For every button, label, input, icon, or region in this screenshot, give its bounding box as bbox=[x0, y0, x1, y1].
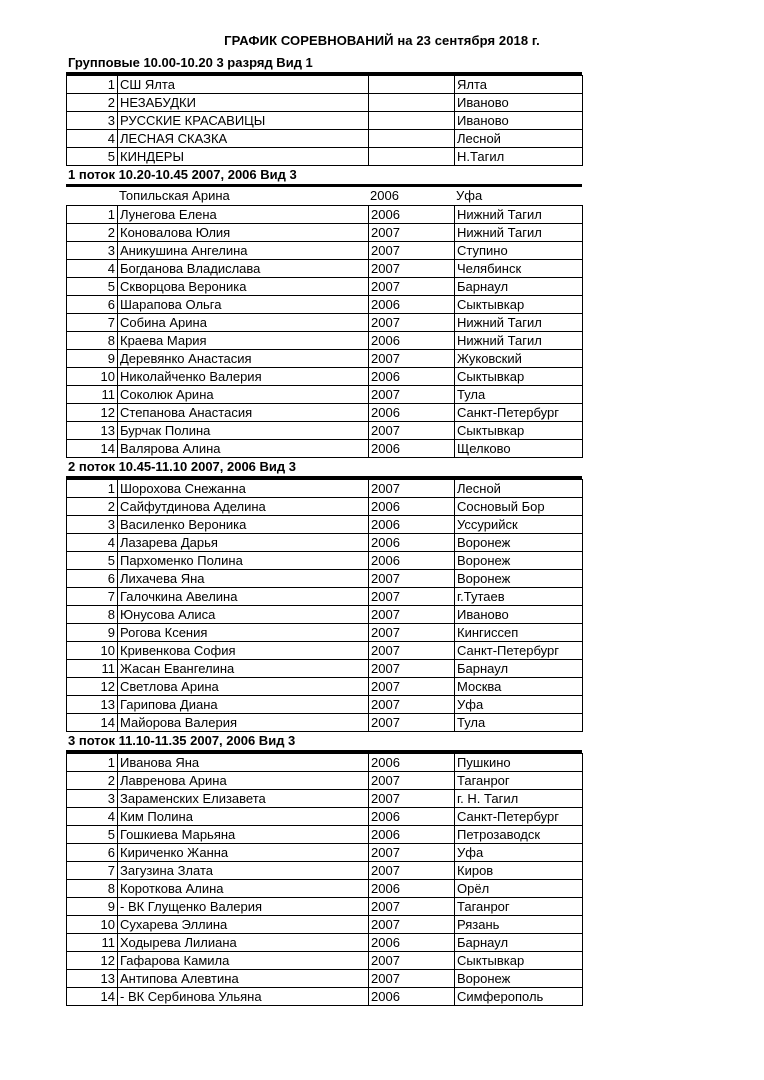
city: Барнаул bbox=[455, 277, 583, 295]
reserve-row bbox=[66, 187, 582, 205]
city: Иваново bbox=[455, 605, 583, 623]
table-row bbox=[67, 421, 583, 439]
participant-name: Гарипова Диана bbox=[118, 695, 369, 713]
table-row bbox=[67, 933, 583, 951]
city: Рязань bbox=[455, 915, 583, 933]
participant-name: Лихачева Яна bbox=[118, 569, 369, 587]
city: Санкт-Петербург bbox=[455, 807, 583, 825]
table-row bbox=[67, 497, 583, 515]
birth-year: 2006 bbox=[369, 497, 455, 515]
table-row bbox=[67, 277, 583, 295]
table-row bbox=[67, 76, 583, 94]
city: Сыктывкар bbox=[455, 295, 583, 313]
city: Орёл bbox=[455, 879, 583, 897]
birth-year: 2007 bbox=[369, 569, 455, 587]
participant-name: Соколюк Арина bbox=[118, 385, 369, 403]
row-number: 5 bbox=[67, 148, 118, 166]
participant-name: Лунегова Елена bbox=[118, 205, 369, 223]
birth-year: 2006 bbox=[369, 807, 455, 825]
city: Воронеж bbox=[455, 969, 583, 987]
participant-name: Аникушина Ангелина bbox=[118, 241, 369, 259]
birth-year: 2007 bbox=[369, 695, 455, 713]
table-row bbox=[67, 331, 583, 349]
participant-name: Короткова Алина bbox=[118, 879, 369, 897]
table-row bbox=[67, 879, 583, 897]
participant-name: Бурчак Полина bbox=[118, 421, 369, 439]
birth-year: 2007 bbox=[369, 659, 455, 677]
section-header: 1 поток 10.20-10.45 2007, 2006 Вид 3 bbox=[66, 166, 582, 187]
row-number: 3 bbox=[67, 515, 118, 533]
city: Уссурийск bbox=[455, 515, 583, 533]
participant-name: Майорова Валерия bbox=[118, 713, 369, 731]
table-row bbox=[67, 439, 583, 457]
birth-year: 2007 bbox=[369, 259, 455, 277]
birth-year: 2006 bbox=[369, 367, 455, 385]
row-number: 9 bbox=[67, 623, 118, 641]
city: Нижний Тагил bbox=[455, 205, 583, 223]
participant-name: Пархоменко Полина bbox=[118, 551, 369, 569]
row-number: 12 bbox=[67, 677, 118, 695]
city: Нижний Тагил bbox=[455, 223, 583, 241]
participants-table bbox=[66, 479, 583, 732]
participant-name: Топильская Арина bbox=[119, 188, 230, 204]
row-number: 6 bbox=[67, 569, 118, 587]
row-number: 8 bbox=[67, 605, 118, 623]
birth-year bbox=[369, 76, 455, 94]
city: Жуковский bbox=[455, 349, 583, 367]
participant-name: - ВК Глущенко Валерия bbox=[118, 897, 369, 915]
row-number: 11 bbox=[67, 385, 118, 403]
row-number: 5 bbox=[67, 825, 118, 843]
city: Сыктывкар bbox=[455, 951, 583, 969]
birth-year: 2007 bbox=[369, 241, 455, 259]
birth-year: 2007 bbox=[369, 951, 455, 969]
birth-year: 2006 bbox=[369, 533, 455, 551]
city: Лесной bbox=[455, 479, 583, 497]
row-number: 9 bbox=[67, 349, 118, 367]
row-number: 7 bbox=[67, 861, 118, 879]
table-row bbox=[67, 969, 583, 987]
birth-year: 2007 bbox=[369, 223, 455, 241]
participant-name: Гошкиева Марьяна bbox=[118, 825, 369, 843]
participant-name: Кириченко Жанна bbox=[118, 843, 369, 861]
city: Москва bbox=[455, 677, 583, 695]
birth-year: 2007 bbox=[369, 479, 455, 497]
row-number: 14 bbox=[67, 987, 118, 1005]
birth-year: 2006 bbox=[369, 551, 455, 569]
table-row bbox=[67, 403, 583, 421]
row-number: 4 bbox=[67, 533, 118, 551]
row-number: 7 bbox=[67, 313, 118, 331]
table-row bbox=[67, 479, 583, 497]
row-number: 3 bbox=[67, 789, 118, 807]
table-row bbox=[67, 987, 583, 1005]
table-row bbox=[67, 569, 583, 587]
birth-year: 2007 bbox=[369, 349, 455, 367]
city: Барнаул bbox=[455, 933, 583, 951]
city: Тула bbox=[455, 385, 583, 403]
birth-year bbox=[369, 112, 455, 130]
city: Ступино bbox=[455, 241, 583, 259]
participant-name: СШ Ялта bbox=[118, 76, 369, 94]
birth-year: 2007 bbox=[369, 861, 455, 879]
table-row bbox=[67, 385, 583, 403]
table-row bbox=[67, 515, 583, 533]
birth-year: 2006 bbox=[369, 403, 455, 421]
birth-year: 2006 bbox=[369, 439, 455, 457]
city: Кингиссеп bbox=[455, 623, 583, 641]
participant-name: Иванова Яна bbox=[118, 753, 369, 771]
row-number: 10 bbox=[67, 367, 118, 385]
participant-name: РУССКИЕ КРАСАВИЦЫ bbox=[118, 112, 369, 130]
section-header: 2 поток 10.45-11.10 2007, 2006 Вид 3 bbox=[66, 458, 582, 479]
city: Уфа bbox=[456, 188, 483, 204]
birth-year: 2007 bbox=[369, 385, 455, 403]
table-row bbox=[67, 94, 583, 112]
birth-year: 2006 bbox=[369, 515, 455, 533]
table-row bbox=[67, 130, 583, 148]
city: Таганрог bbox=[455, 771, 583, 789]
city: Сосновый Бор bbox=[455, 497, 583, 515]
page-title: ГРАФИК СОРЕВНОВАНИЙ на 23 сентября 2018 г. bbox=[224, 33, 540, 48]
row-number: 10 bbox=[67, 915, 118, 933]
participant-name: Богданова Владислава bbox=[118, 259, 369, 277]
city: г. Н. Тагил bbox=[455, 789, 583, 807]
participant-name: Собина Арина bbox=[118, 313, 369, 331]
table-row bbox=[67, 551, 583, 569]
birth-year: 2007 bbox=[369, 313, 455, 331]
row-number: 2 bbox=[67, 771, 118, 789]
participant-name: Шорохова Снежанна bbox=[118, 479, 369, 497]
row-number: 2 bbox=[67, 497, 118, 515]
birth-year bbox=[369, 148, 455, 166]
table-row bbox=[67, 623, 583, 641]
participant-name: Светлова Арина bbox=[118, 677, 369, 695]
section-header: 3 поток 11.10-11.35 2007, 2006 Вид 3 bbox=[66, 732, 582, 753]
row-number: 14 bbox=[67, 713, 118, 731]
row-number: 9 bbox=[67, 897, 118, 915]
birth-year bbox=[369, 94, 455, 112]
table-row bbox=[67, 861, 583, 879]
row-number: 7 bbox=[67, 587, 118, 605]
city: Лесной bbox=[455, 130, 583, 148]
table-row bbox=[67, 223, 583, 241]
city: г.Тутаев bbox=[455, 587, 583, 605]
participant-name: ЛЕСНАЯ СКАЗКА bbox=[118, 130, 369, 148]
participant-name: Степанова Анастасия bbox=[118, 403, 369, 421]
participant-name: Сайфутдинова Аделина bbox=[118, 497, 369, 515]
participant-name: Коновалова Юлия bbox=[118, 223, 369, 241]
participants-table bbox=[66, 205, 583, 458]
birth-year: 2007 bbox=[369, 641, 455, 659]
city: Уфа bbox=[455, 843, 583, 861]
birth-year: 2006 bbox=[369, 295, 455, 313]
birth-year: 2007 bbox=[369, 789, 455, 807]
row-number: 6 bbox=[67, 295, 118, 313]
table-row bbox=[67, 807, 583, 825]
row-number: 1 bbox=[67, 76, 118, 94]
table-row bbox=[67, 587, 583, 605]
row-number: 13 bbox=[67, 695, 118, 713]
table-row bbox=[67, 605, 583, 623]
participants-table bbox=[66, 75, 583, 166]
table-row bbox=[67, 259, 583, 277]
participants-table bbox=[66, 753, 583, 1006]
row-number: 1 bbox=[67, 753, 118, 771]
city: Воронеж bbox=[455, 551, 583, 569]
city: Иваново bbox=[455, 112, 583, 130]
table-row bbox=[67, 241, 583, 259]
row-number: 6 bbox=[67, 843, 118, 861]
participant-name: НЕЗАБУДКИ bbox=[118, 94, 369, 112]
participant-name: Антипова Алевтина bbox=[118, 969, 369, 987]
birth-year: 2006 bbox=[369, 933, 455, 951]
birth-year: 2006 bbox=[370, 188, 399, 204]
table-row bbox=[67, 825, 583, 843]
birth-year: 2007 bbox=[369, 915, 455, 933]
row-number: 2 bbox=[67, 223, 118, 241]
city: Нижний Тагил bbox=[455, 331, 583, 349]
city: Сыктывкар bbox=[455, 421, 583, 439]
city: Пушкино bbox=[455, 753, 583, 771]
row-number: 8 bbox=[67, 331, 118, 349]
birth-year: 2006 bbox=[369, 825, 455, 843]
city: Симферополь bbox=[455, 987, 583, 1005]
participant-name: Лавренова Арина bbox=[118, 771, 369, 789]
city: Барнаул bbox=[455, 659, 583, 677]
participant-name: КИНДЕРЫ bbox=[118, 148, 369, 166]
table-row bbox=[67, 695, 583, 713]
birth-year: 2007 bbox=[369, 677, 455, 695]
participants-table bbox=[66, 187, 582, 205]
table-row bbox=[67, 897, 583, 915]
row-number: 4 bbox=[67, 259, 118, 277]
participant-name: Ким Полина bbox=[118, 807, 369, 825]
row-number: 11 bbox=[67, 933, 118, 951]
schedule-sheet bbox=[66, 54, 582, 1006]
participant-name: Лазарева Дарья bbox=[118, 533, 369, 551]
table-row bbox=[67, 112, 583, 130]
city: Иваново bbox=[455, 94, 583, 112]
table-row bbox=[67, 349, 583, 367]
birth-year: 2007 bbox=[369, 897, 455, 915]
row-number: 4 bbox=[67, 130, 118, 148]
participant-name: Загузина Злата bbox=[118, 861, 369, 879]
table-row bbox=[67, 677, 583, 695]
participant-name: Кривенкова София bbox=[118, 641, 369, 659]
birth-year: 2006 bbox=[369, 987, 455, 1005]
table-row bbox=[67, 148, 583, 166]
city: Нижний Тагил bbox=[455, 313, 583, 331]
birth-year: 2006 bbox=[369, 331, 455, 349]
row-number: 12 bbox=[67, 403, 118, 421]
participant-name: Рогова Ксения bbox=[118, 623, 369, 641]
city: Тула bbox=[455, 713, 583, 731]
table-row bbox=[67, 205, 583, 223]
birth-year: 2007 bbox=[369, 713, 455, 731]
table-row bbox=[67, 843, 583, 861]
row-number: 5 bbox=[67, 277, 118, 295]
birth-year: 2007 bbox=[369, 587, 455, 605]
birth-year: 2006 bbox=[369, 879, 455, 897]
birth-year: 2007 bbox=[369, 605, 455, 623]
row-number: 2 bbox=[67, 94, 118, 112]
birth-year: 2007 bbox=[369, 771, 455, 789]
row-number: 13 bbox=[67, 421, 118, 439]
birth-year: 2006 bbox=[369, 205, 455, 223]
city: Щелково bbox=[455, 439, 583, 457]
row-number: 5 bbox=[67, 551, 118, 569]
birth-year: 2007 bbox=[369, 421, 455, 439]
row-number: 13 bbox=[67, 969, 118, 987]
row-number: 10 bbox=[67, 641, 118, 659]
participant-name: Василенко Вероника bbox=[118, 515, 369, 533]
row-number bbox=[66, 187, 117, 205]
participant-name: Юнусова Алиса bbox=[118, 605, 369, 623]
city: Санкт-Петербург bbox=[455, 641, 583, 659]
city: Челябинск bbox=[455, 259, 583, 277]
participant-name: - ВК Сербинова Ульяна bbox=[118, 987, 369, 1005]
table-row bbox=[67, 753, 583, 771]
table-row bbox=[67, 295, 583, 313]
birth-year bbox=[369, 130, 455, 148]
participant-name: Зараменских Елизавета bbox=[118, 789, 369, 807]
participant-name: Краева Мария bbox=[118, 331, 369, 349]
birth-year: 2006 bbox=[369, 753, 455, 771]
participant-name: Николайченко Валерия bbox=[118, 367, 369, 385]
city: Сыктывкар bbox=[455, 367, 583, 385]
participant-name: Деревянко Анастасия bbox=[118, 349, 369, 367]
table-row bbox=[67, 713, 583, 731]
table-row bbox=[67, 951, 583, 969]
city: Петрозаводск bbox=[455, 825, 583, 843]
birth-year: 2007 bbox=[369, 843, 455, 861]
table-row bbox=[67, 915, 583, 933]
birth-year: 2007 bbox=[369, 623, 455, 641]
city: Уфа bbox=[455, 695, 583, 713]
table-row bbox=[67, 659, 583, 677]
participant-name: Сухарева Эллина bbox=[118, 915, 369, 933]
city: Санкт-Петербург bbox=[455, 403, 583, 421]
birth-year: 2007 bbox=[369, 969, 455, 987]
table-row bbox=[67, 367, 583, 385]
table-row bbox=[67, 771, 583, 789]
row-number: 12 bbox=[67, 951, 118, 969]
city: Таганрог bbox=[455, 897, 583, 915]
row-number: 3 bbox=[67, 241, 118, 259]
city: Киров bbox=[455, 861, 583, 879]
participant-name: Гафарова Камила bbox=[118, 951, 369, 969]
row-number: 14 bbox=[67, 439, 118, 457]
row-number: 8 bbox=[67, 879, 118, 897]
city: Воронеж bbox=[455, 533, 583, 551]
table-row bbox=[67, 313, 583, 331]
participant-name: Валярова Алина bbox=[118, 439, 369, 457]
city: Воронеж bbox=[455, 569, 583, 587]
section-header: Групповые 10.00-10.20 3 разряд Вид 1 bbox=[66, 54, 582, 75]
participant-name: Ходырева Лилиана bbox=[118, 933, 369, 951]
participant-name: Скворцова Вероника bbox=[118, 277, 369, 295]
participant-name: Жасан Евангелина bbox=[118, 659, 369, 677]
row-number: 1 bbox=[67, 479, 118, 497]
row-number: 1 bbox=[67, 205, 118, 223]
participant-name: Шарапова Ольга bbox=[118, 295, 369, 313]
row-number: 3 bbox=[67, 112, 118, 130]
birth-year: 2007 bbox=[369, 277, 455, 295]
table-row bbox=[67, 789, 583, 807]
city: Ялта bbox=[455, 76, 583, 94]
table-row bbox=[67, 641, 583, 659]
participant-name: Галочкина Авелина bbox=[118, 587, 369, 605]
row-number: 4 bbox=[67, 807, 118, 825]
city: Н.Тагил bbox=[455, 148, 583, 166]
table-row bbox=[67, 533, 583, 551]
row-number: 11 bbox=[67, 659, 118, 677]
